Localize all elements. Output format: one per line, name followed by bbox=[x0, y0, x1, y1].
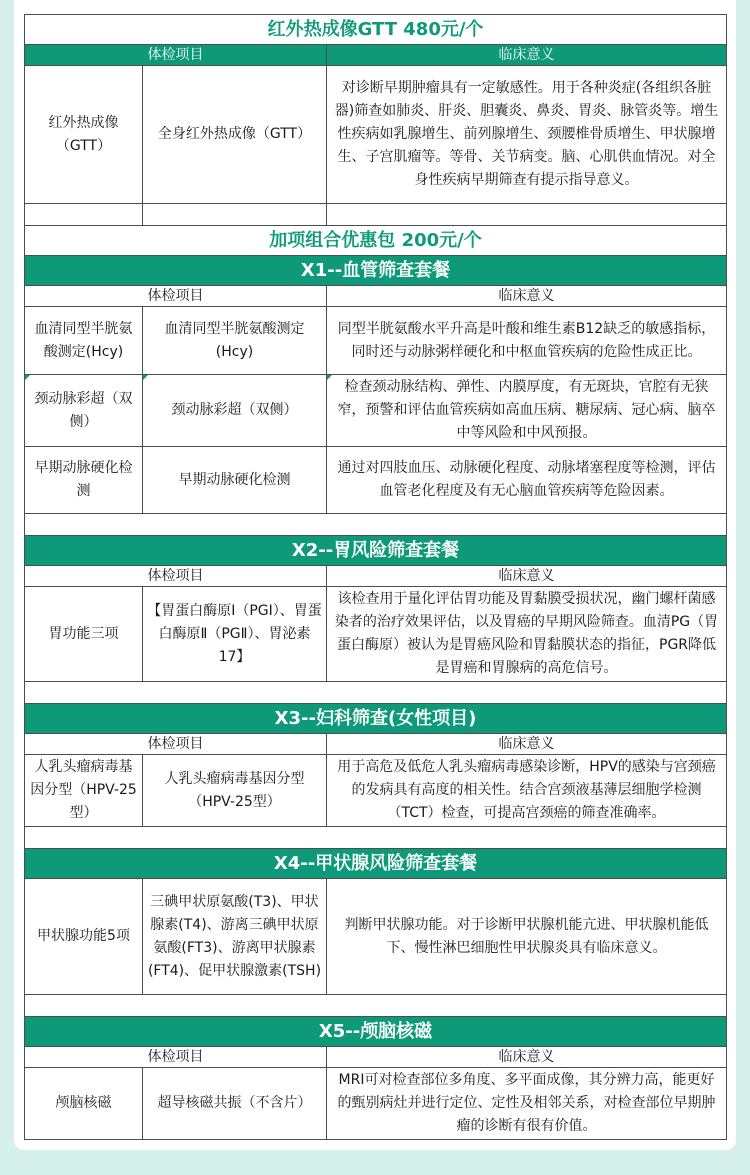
header-item: 体检项目 bbox=[25, 566, 327, 587]
spacer-row bbox=[25, 204, 727, 226]
spacer-row bbox=[25, 682, 727, 704]
package-title-x2: X2--胃风险筛查套餐 bbox=[25, 536, 727, 566]
table-row bbox=[25, 375, 727, 447]
row-meaning: MRI可对检查部位多角度、多平面成像，其分辨力高，能更好的甄别病灶并进行定位、定性及相邻关系，对检查部位早期肿瘤的诊断有很有价值。 bbox=[327, 1068, 727, 1140]
package-title-row bbox=[25, 536, 727, 566]
row-meaning: 该检查用于量化评估胃功能及胃黏膜受损状况，幽门螺杆菌感染者的治疗效果评估，以及胃癌的早期风险筛查。血清PG（胃蛋白酶原）被认为是胃癌风险和胃黏膜状态的指征，PGR降低是胃癌和胃腺病的高危信号。 bbox=[327, 587, 727, 682]
gtt-title: 红外热成像GTT 480元/个 bbox=[25, 15, 727, 45]
row-item: 人乳头瘤病毒基因分型（HPV-25型） bbox=[143, 755, 327, 827]
row-item: 血清同型半胱氨酸测定(Hcy) bbox=[143, 307, 327, 375]
row-category: 人乳头瘤病毒基因分型（HPV-25型） bbox=[25, 755, 143, 827]
package-header-row bbox=[25, 734, 727, 755]
package-title-row bbox=[25, 1017, 727, 1047]
row-category: 胃功能三项 bbox=[25, 587, 143, 682]
table-row bbox=[25, 447, 727, 514]
row-category: 甲状腺功能5项 bbox=[25, 879, 143, 995]
row-category: 颈动脉彩超（双侧） bbox=[25, 375, 143, 447]
row-item: 三碘甲状原氨酸(T3)、甲状腺素(T4)、游离三碘甲状原氨酸(FT3)、游离甲状腺素(FT4)、促甲状腺激素(TSH) bbox=[143, 879, 327, 995]
header-item: 体检项目 bbox=[25, 1047, 327, 1068]
row-meaning: 通过对四肢血压、动脉硬化程度、动脉堵塞程度等检测，评估血管老化程度及有无心脑血管疾病等危险因素。 bbox=[327, 447, 727, 514]
gtt-title-row bbox=[25, 15, 727, 45]
combo-title-row bbox=[25, 226, 727, 256]
header-item: 体检项目 bbox=[25, 286, 327, 307]
package-title-x1: X1--血管筛查套餐 bbox=[25, 256, 727, 286]
table-row bbox=[25, 1068, 727, 1140]
spacer-row bbox=[25, 827, 727, 849]
spacer-row bbox=[25, 995, 727, 1017]
package-title-row bbox=[25, 849, 727, 879]
table-row bbox=[25, 879, 727, 995]
row-category: 红外热成像（GTT） bbox=[25, 66, 143, 204]
header-meaning: 临床意义 bbox=[327, 1047, 727, 1068]
header-meaning: 临床意义 bbox=[327, 286, 727, 307]
table-row bbox=[25, 307, 727, 375]
row-item: 早期动脉硬化检测 bbox=[143, 447, 327, 514]
row-item: 【胃蛋白酶原Ⅰ（PGⅠ）、胃蛋白酶原Ⅱ（PGⅡ）、胃泌素17】 bbox=[143, 587, 327, 682]
price-card bbox=[14, 0, 736, 1150]
package-title-x5: X5--颅脑核磁 bbox=[25, 1017, 727, 1047]
checkup-table bbox=[24, 14, 727, 1140]
row-meaning: 用于高危及低危人乳头瘤病毒感染诊断，HPV的感染与宫颈癌的发病具有高度的相关性。结合宫颈液基薄层细胞学检测（TCT）检查，可提高宫颈癌的筛查准确率。 bbox=[327, 755, 727, 827]
row-category: 颅脑核磁 bbox=[25, 1068, 143, 1140]
row-meaning: 检查颈动脉结构、弹性、内膜厚度，有无斑块，官腔有无狭窄，预警和评估血管疾病如高血压病、糖尿病、冠心病、脑卒中等风险和中风预报。 bbox=[327, 375, 727, 447]
row-item: 全身红外热成像（GTT） bbox=[143, 66, 327, 204]
row-item: 颈动脉彩超（双侧） bbox=[143, 375, 327, 447]
header-item: 体检项目 bbox=[25, 45, 327, 66]
package-header-row bbox=[25, 286, 727, 307]
table-row bbox=[25, 755, 727, 827]
row-meaning: 同型半胱氨酸水平升高是叶酸和维生素B12缺乏的敏感指标，同时还与动脉粥样硬化和中枢血管疾病的危险性成正比。 bbox=[327, 307, 727, 375]
package-title-row bbox=[25, 256, 727, 286]
table-row bbox=[25, 587, 727, 682]
row-meaning: 判断甲状腺功能。对于诊断甲状腺机能亢进、甲状腺机能低下、慢性淋巴细胞性甲状腺炎具有临床意义。 bbox=[327, 879, 727, 995]
row-category: 血清同型半胱氨酸测定(Hcy) bbox=[25, 307, 143, 375]
header-meaning: 临床意义 bbox=[327, 734, 727, 755]
package-header-row bbox=[25, 566, 727, 587]
header-item: 体检项目 bbox=[25, 734, 327, 755]
package-title-x3: X3--妇科筛查(女性项目) bbox=[25, 704, 727, 734]
row-category: 早期动脉硬化检测 bbox=[25, 447, 143, 514]
package-title-row bbox=[25, 704, 727, 734]
spacer-row bbox=[25, 514, 727, 536]
table-row bbox=[25, 66, 727, 204]
header-meaning: 临床意义 bbox=[327, 566, 727, 587]
package-header-row bbox=[25, 1047, 727, 1068]
row-item: 超导核磁共振（不含片） bbox=[143, 1068, 327, 1140]
package-title-x4: X4--甲状腺风险筛查套餐 bbox=[25, 849, 727, 879]
combo-title: 加项组合优惠包 200元/个 bbox=[25, 226, 727, 256]
header-meaning: 临床意义 bbox=[327, 45, 727, 66]
row-meaning: 对诊断早期肿瘤具有一定敏感性。用于各种炎症(各组织各脏器)筛查如肺炎、肝炎、胆囊炎、鼻炎、胃炎、脉管炎等。增生性疾病如乳腺增生、前列腺增生、颈腰椎骨质增生、甲状腺增生、子宫肌瘤等。等骨、关节病变。脑、心肌供血情况。对全身性疾病早期筛查有提示指导意义。 bbox=[327, 66, 727, 204]
gtt-header-row bbox=[25, 45, 727, 66]
